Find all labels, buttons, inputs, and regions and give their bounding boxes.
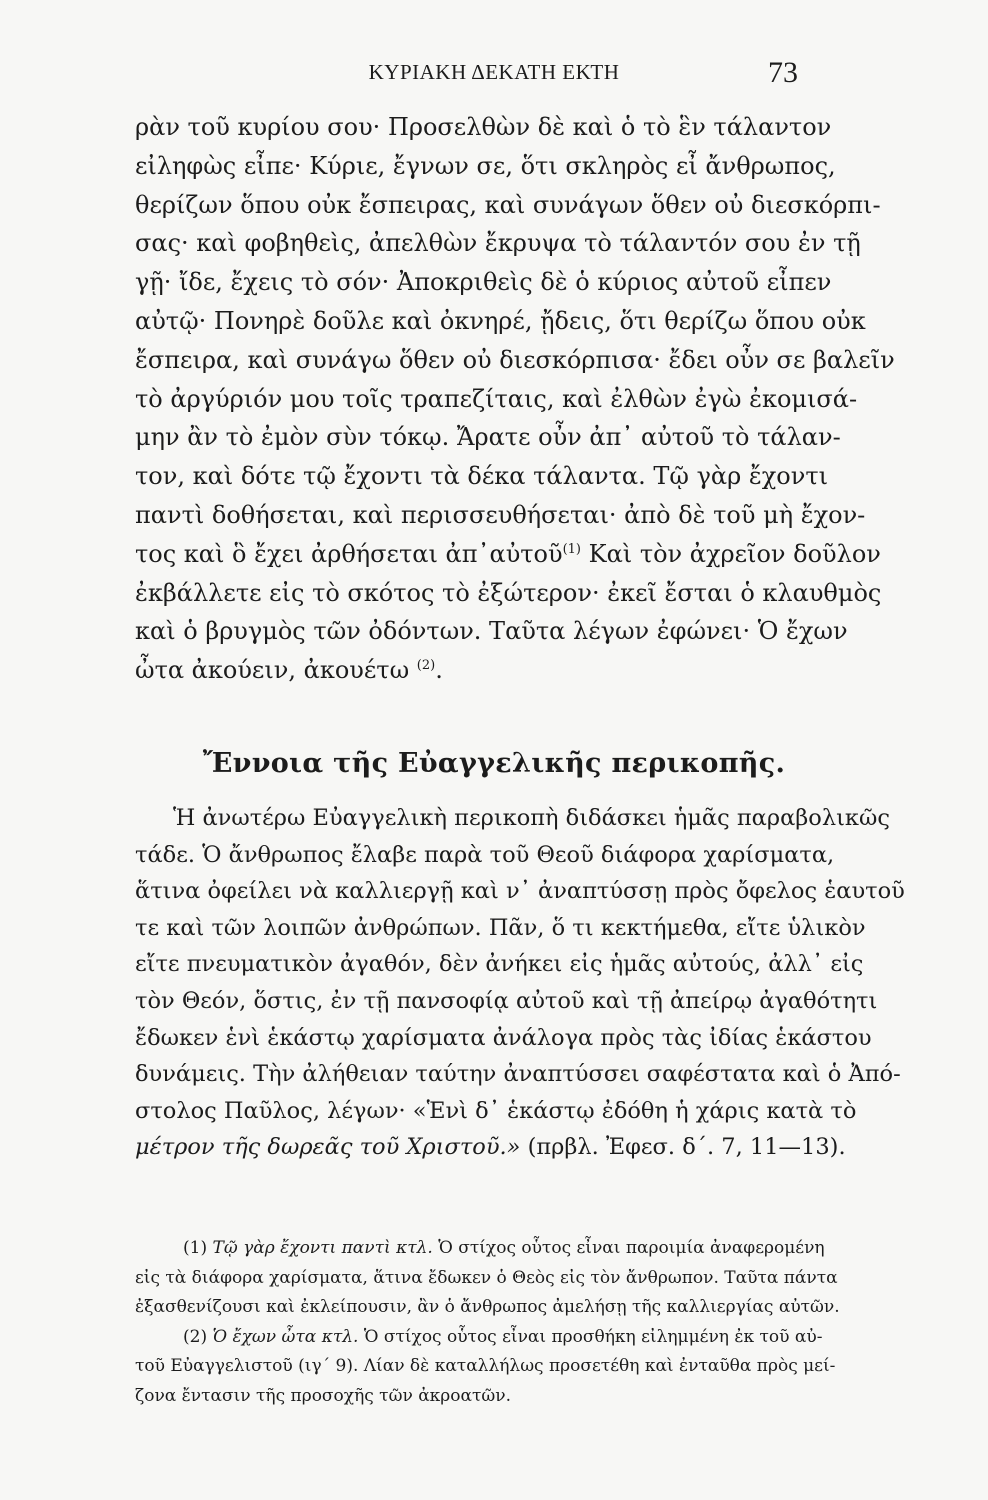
text-segment: . xyxy=(435,656,443,685)
text-line: τὸν Θεόν, ὅστις, ἐν τῇ πανσοφίᾳ αὐτοῦ καὶ τῇ ἀπείρῳ ἀγαθότητι xyxy=(135,987,878,1014)
running-title: ΚΥΡΙΑΚΗ ΔΕΚΑΤΗ ΕΚΤΗ xyxy=(368,60,620,84)
section-paragraph xyxy=(135,800,905,1166)
text-line: εἰς τὰ διάφορα χαρίσματα, ἅτινα ἔδωκεν ὁ Θεὸς εἰς τὸν ἄνθρωπον. Ταῦτα πάντα xyxy=(135,1267,838,1288)
footnote-2 xyxy=(135,1323,823,1353)
text-line: παντὶ δοθήσεται, καὶ περισσευθήσεται· ἀπὸ δὲ τοῦ μὴ ἔχον- xyxy=(135,500,866,529)
text-line: θερίζων ὅπου οὐκ ἔσπειρας, καὶ συνάγων ὅθεν οὐ διεσκόρπι- xyxy=(135,190,881,219)
section-heading: Ἔννοια τῆς Εὐαγγελικῆς περικοπῆς. xyxy=(202,748,786,779)
text-line: γῇ· ἴδε, ἔχεις τὸ σόν· Ἀποκριθεὶς δὲ ὁ κύριος αὐτοῦ εἶπεν xyxy=(135,268,832,297)
text-line: ἔσπειρα, καὶ συνάγω ὅθεν οὐ διεσκόρπισα· ἔδει οὖν σε βαλεῖν xyxy=(135,345,895,374)
text-line: τάδε. Ὁ ἄνθρωπος ἔλαβε παρὰ τοῦ Θεοῦ διάφορα χαρίσματα, xyxy=(135,841,835,868)
text-line: στολος Παῦλος, λέγων· «Ἑνὶ δ᾽ ἑκάστῳ ἐδόθη ἡ χάρις κατὰ τὸ xyxy=(135,1097,857,1124)
footnote-ref-1: (1) xyxy=(562,541,582,557)
text-line xyxy=(135,1129,846,1166)
gospel-text xyxy=(135,108,895,690)
text-line: εἴτε πνευματικὸν ἀγαθόν, δὲν ἀνήκει εἰς ἡμᾶς αὐτούς, ἀλλ᾽ εἰς xyxy=(135,951,864,978)
page-number: 73 xyxy=(768,56,798,89)
footnote-1 xyxy=(135,1234,825,1264)
text-segment: Ὁ στίχος οὗτος εἶναι παροιμία ἀναφερομένη xyxy=(432,1238,825,1258)
footnote-quote: Τῷ γὰρ ἔχοντι παντὶ κτλ. xyxy=(212,1238,433,1258)
text-line: δυνάμεις. Τὴν ἀλήθειαν ταύτην ἀναπτύσσει σαφέστατα καὶ ὁ Ἀπό- xyxy=(135,1061,901,1088)
text-line: ζονα ἔντασιν τῆς προσοχῆς τῶν ἀκροατῶν. xyxy=(135,1385,512,1406)
text-line: ἐκβάλλετε εἰς τὸ σκότος τὸ ἐξώτερον· ἐκεῖ ἔσται ὁ κλαυθμὸς xyxy=(135,578,882,607)
text-line: ἅτινα ὀφείλει νὰ καλλιεργῇ καὶ ν᾽ ἀναπτύσσῃ πρὸς ὄφελος ἑαυτοῦ xyxy=(135,878,905,905)
text-line: Ἡ ἀνωτέρω Εὐαγγελικὴ περικοπὴ διδάσκει ἡμᾶς παραβολικῶς xyxy=(173,805,890,831)
footnote-quote: Ὁ ἔχων ὦτα κτλ. xyxy=(212,1326,359,1347)
text-line: μην ἂν τὸ ἐμὸν σὺν τόκῳ. Ἄρατε οὖν ἀπ᾽ αὐτοῦ τὸ τάλαν- xyxy=(135,423,841,452)
footnotes xyxy=(135,1234,840,1411)
text-line: σας· καὶ φοβηθεὶς, ἀπελθὼν ἔκρυψα τὸ τάλαντόν σου ἐν τῇ xyxy=(135,229,861,258)
text-line: τε καὶ τῶν λοιπῶν ἀνθρώπων. Πᾶν, ὅ τι κεκτήμεθα, εἴτε ὑλικὸν xyxy=(135,914,866,941)
text-line: ἐξασθενίζουσι καὶ ἐκλείπουσιν, ἂν ὁ ἄνθρωπος ἀμελήσῃ τῆς καλλιεργίας αὐτῶν. xyxy=(135,1297,840,1317)
text-segment: τος καὶ ὃ ἔχει ἀρθήσεται ἀπ᾽αὐτοῦ xyxy=(135,539,563,568)
quote-segment: μέτρον τῆς δωρεᾶς τοῦ Χριστοῦ.» xyxy=(135,1134,521,1161)
text-line: τοῦ Εὐαγγελιστοῦ (ιγ΄ 9). Λίαν δὲ καταλλήλως προσετέθη καὶ ἐνταῦθα πρὸς μεί- xyxy=(135,1356,836,1376)
text-line: εἰληφὼς εἶπε· Κύριε, ἔγνων σε, ὅτι σκληρὸς εἶ ἄνθρωπος, xyxy=(135,151,836,180)
footnote-ref-2: (2) xyxy=(416,658,436,674)
text-line xyxy=(135,535,881,574)
text-segment: ὦτα ἀκούειν, ἀκουέτω xyxy=(135,656,417,685)
text-segment: Καὶ τὸν ἀχρεῖον δοῦλον xyxy=(581,539,881,568)
text-line: ἔδωκεν ἑνὶ ἑκάστῳ χαρίσματα ἀνάλογα πρὸς τὰς ἰδίας ἑκάστου xyxy=(135,1024,872,1051)
footnote-marker: (2) xyxy=(183,1326,208,1347)
footnote-marker: (1) xyxy=(183,1238,208,1258)
text-line: τον, καὶ δότε τῷ ἔχοντι τὰ δέκα τάλαντα. Τῷ γὰρ ἔχοντι xyxy=(135,462,829,491)
page-header xyxy=(0,56,988,96)
text-segment: Ὁ στίχος οὗτος εἶναι προσθήκη εἰλημμένη ἐκ τοῦ αὐ- xyxy=(358,1326,823,1347)
text-line: αὐτῷ· Πονηρὲ δοῦλε καὶ ὀκνηρέ, ᾔδεις, ὅτι θερίζω ὅπου οὐκ xyxy=(135,306,866,335)
reference-segment: (πρβλ. Ἐφεσ. δ΄. 7, 11—13). xyxy=(520,1134,846,1161)
text-line xyxy=(135,651,815,690)
text-line: καὶ ὁ βρυγμὸς τῶν ὀδόντων. Ταῦτα λέγων ἐφώνει· Ὁ ἔχων xyxy=(135,617,848,646)
text-line: ρὰν τοῦ κυρίου σου· Προσελθὼν δὲ καὶ ὁ τὸ ἓν τάλαντον xyxy=(135,113,832,141)
text-line: τὸ ἀργύριόν μου τοῖς τραπεζίταις, καὶ ἐλθὼν ἐγὼ ἐκομισά- xyxy=(135,384,858,413)
